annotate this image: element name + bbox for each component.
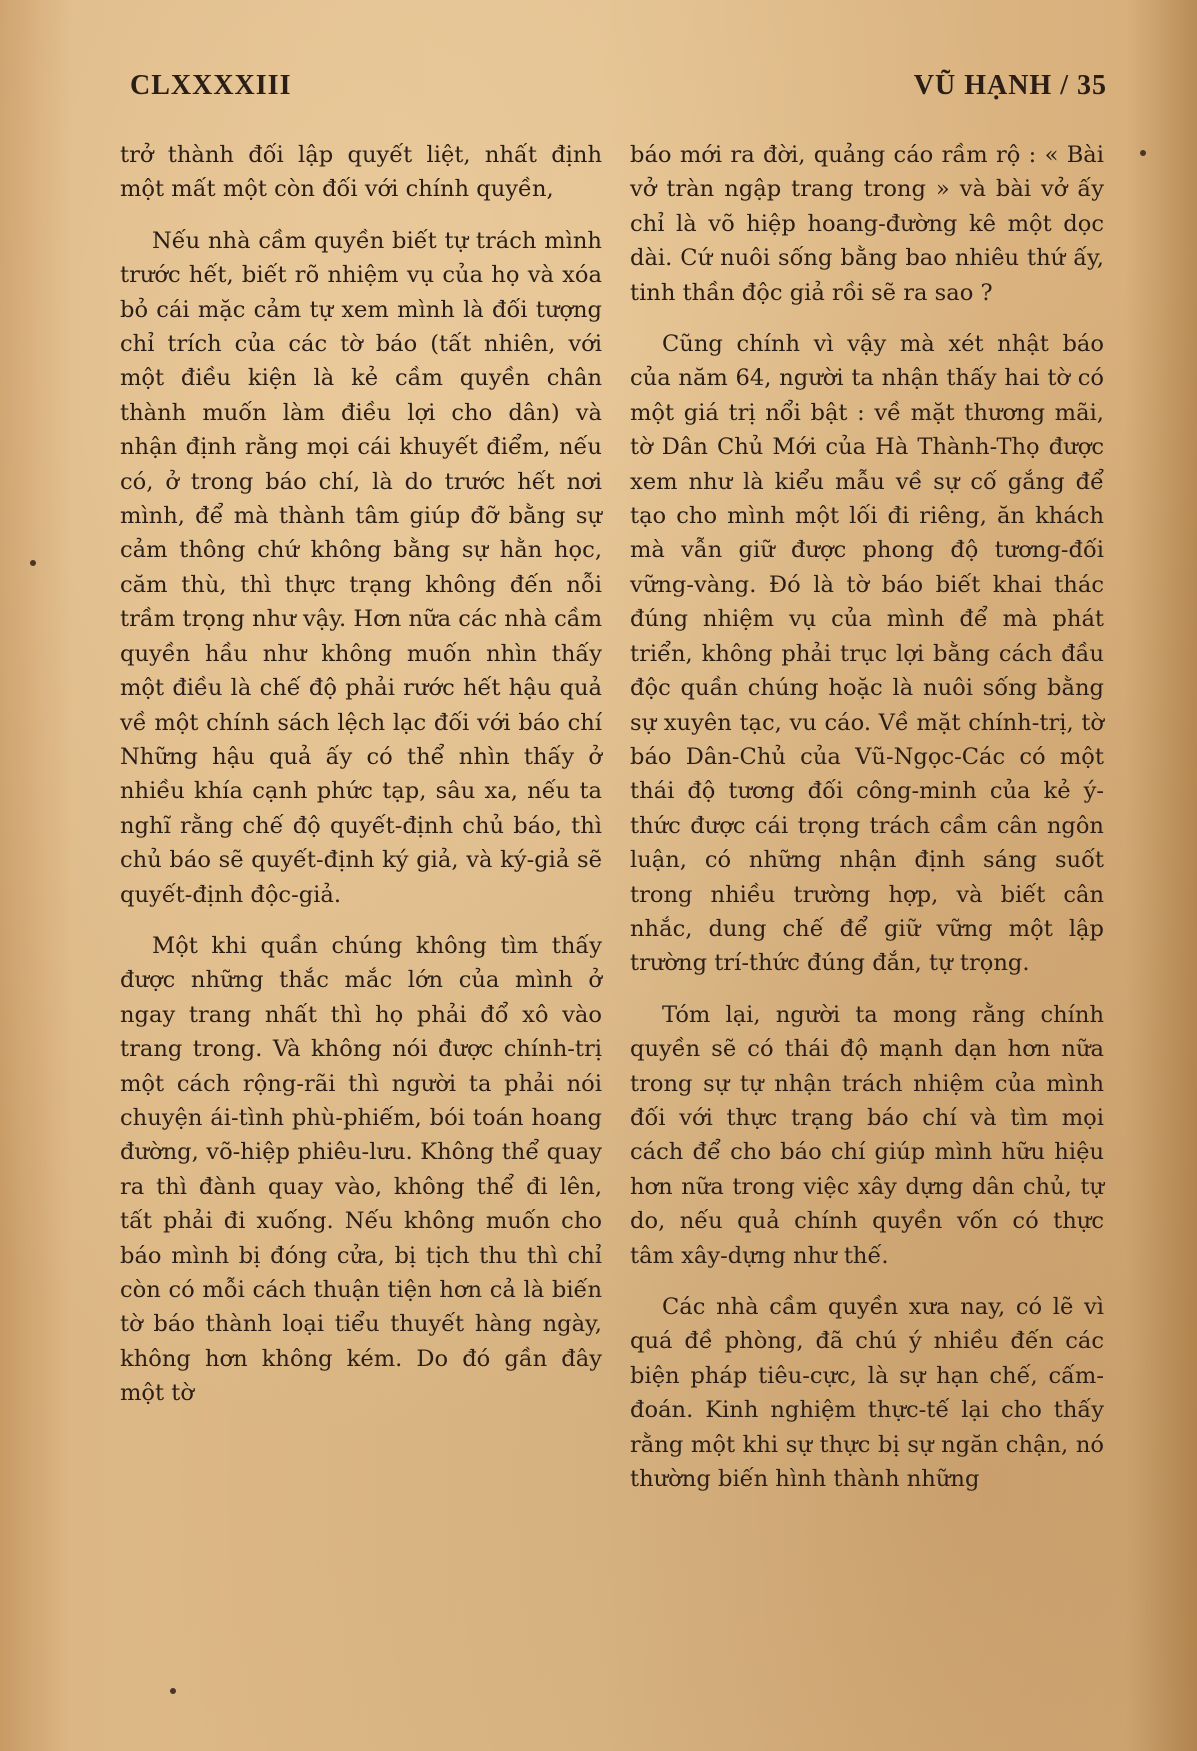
left-paragraph-2: Nếu nhà cầm quyền biết tự trách mình trước hết, biết rõ nhiệm vụ của họ và xóa bỏ cái mặc cảm tự xem mình là đối tượng chỉ trích của các tờ báo (tất nhiên, với một điều kiện là kẻ cầm quyền chân thành muốn làm điều lợi cho dân) và nhận định rằng mọi cái khuyết điểm, nếu có, ở trong báo chí, là do trước hết nơi mình, để mà thành tâm giúp đỡ bằng sự cảm thông chứ không bằng sự hằn học, căm thù, thì thực trạng không đến nỗi trầm trọng như vậy. Hơn nữa các nhà cầm quyền hầu như không muốn nhìn thấy một điều là chế độ phải rước hết hậu quả về một chính sách lệch lạc đối với báo chí Những hậu quả ấy có thể nhìn thấy ở nhiều khía cạnh phức tạp, sâu xa, nếu ta nghĩ rằng chế độ quyết-định chủ báo, thì chủ báo sẽ quyết-định ký giả, và ký-giả sẽ quyết-định độc-giả. [120, 227, 602, 908]
left-paragraph-3: Một khi quần chúng không tìm thấy được những thắc mắc lớn của mình ở ngay trang nhất thì họ phải đổ xô vào trang trong. Và không nói được chính-trị một cách rộng-rãi thì người ta phải nói chuyện ái-tình phù-phiếm, bói toán hoang đường, võ-hiệp phiêu-lưu. Không thể quay ra thì đành quay vào, không thể đi lên, tất phải đi xuống. Nếu không muốn cho báo mình bị đóng cửa, bị tịch thu thì chỉ còn có mỗi cách thuận tiện hơn cả là biến tờ báo thành loại tiểu thuyết hàng ngày, không hơn không kém. Do đó gần đây một tờ [120, 932, 602, 1407]
ink-speck [30, 560, 36, 566]
page-code: CLXXXXIII [130, 70, 292, 101]
left-column [120, 138, 602, 1428]
right-paragraph-4: Các nhà cầm quyền xưa nay, có lẽ vì quá đề phòng, đã chú ý nhiều đến các biện pháp tiêu-cực, là sự hạn chế, cấm-đoán. Kinh nghiệm thực-tế lại cho thấy rằng một khi sự thực bị sự ngăn chận, nó thường biến hình thành những [630, 1294, 1104, 1493]
right-column [630, 138, 1104, 1513]
page-header [130, 70, 1107, 110]
right-paragraph-2: Cũng chính vì vậy mà xét nhật báo của năm 64, người ta nhận thấy hai tờ có một giá trị nổi bật : về mặt thương mãi, tờ Dân Chủ Mới của Hà Thành-Thọ được xem như là kiểu mẫu về sự cố gắng để tạo cho mình một lối đi riêng, ăn khách mà vẫn giữ được phong độ tương-đối vững-vàng. Đó là tờ báo biết khai thác đúng nhiệm vụ của mình để mà phát triển, không phải trục lợi bằng cách đầu độc quần chúng hoặc là nuôi sống bằng sự xuyên tạc, vu cáo. Về mặt chính-trị, tờ báo Dân-Chủ của Vũ-Ngọc-Các có một thái độ tương đối công-minh của kẻ ý-thức được cái trọng trách cầm cân ngôn luận, có những nhận định sáng suốt trong nhiều trường hợp, và biết cân nhắc, dung chế để giữ vững một lập trường trí-thức đúng đắn, tự trọng. [630, 331, 1104, 977]
left-paragraph-1: trở thành đối lập quyết liệt, nhất định một mất một còn đối với chính quyền, [120, 142, 602, 203]
ink-speck [1140, 150, 1146, 156]
right-paragraph-1: báo mới ra đời, quảng cáo rầm rộ : « Bài vở tràn ngập trang trong » và bài vở ấy chỉ là võ hiệp hoang-đường kê một dọc dài. Cứ nuôi sống bằng bao nhiêu thứ ấy, tinh thần độc giả rồi sẽ ra sao ? [630, 142, 1104, 306]
ink-speck [170, 1688, 176, 1694]
running-title: VŨ HẠNH / 35 [913, 70, 1107, 101]
right-paragraph-3: Tóm lại, người ta mong rằng chính quyền sẽ có thái độ mạnh dạn hơn nữa trong sự tự nhận trách nhiệm của mình đối với thực trạng báo chí và tìm mọi cách để cho báo chí giúp mình hữu hiệu hơn nữa trong việc xây dựng dân chủ, tự do, nếu quả chính quyền vốn có thực tâm xây-dựng như thế. [630, 1001, 1104, 1269]
